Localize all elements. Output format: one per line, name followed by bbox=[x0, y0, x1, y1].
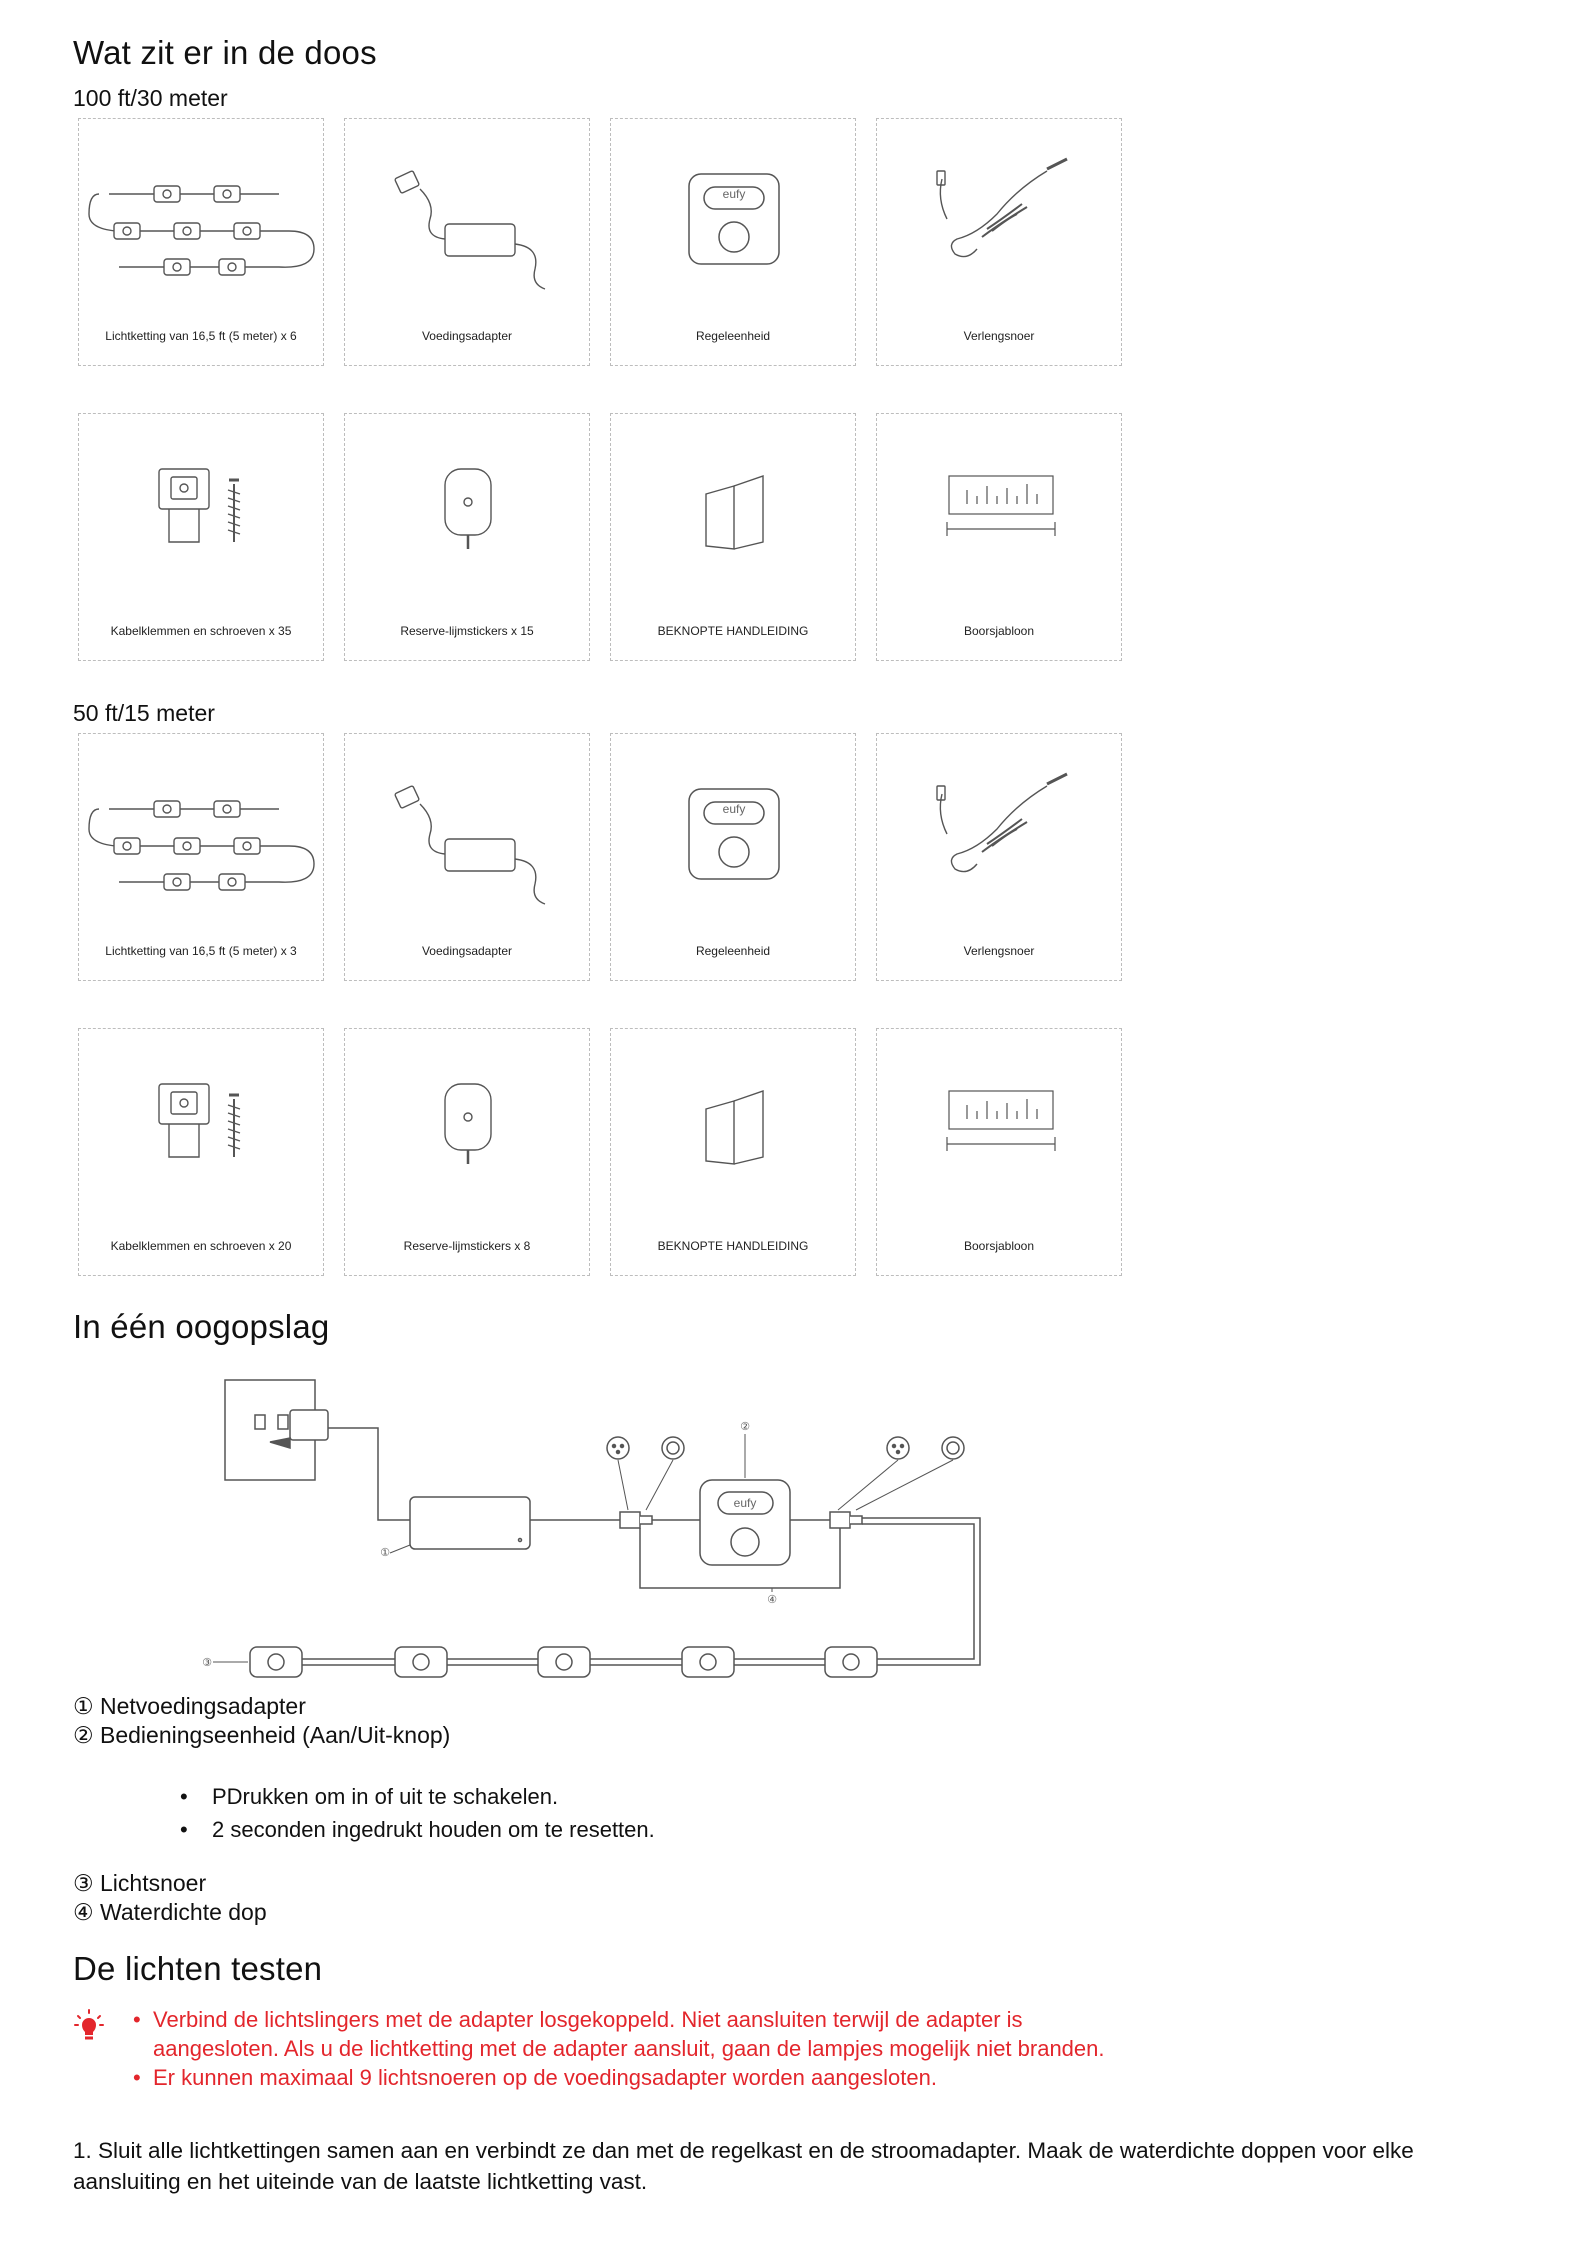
item-caption: Verlengsnoer bbox=[963, 944, 1035, 958]
light-cable bbox=[850, 1518, 980, 1665]
light-bulb-icon bbox=[250, 1647, 877, 1677]
warning-notes bbox=[133, 2005, 1153, 2092]
power-adapter-icon bbox=[345, 119, 591, 319]
bullet-item: • 2 seconden ingedrukt houden om te resetten. bbox=[180, 1813, 655, 1846]
item-cable-clips bbox=[78, 1028, 324, 1276]
item-caption: Verlengsnoer bbox=[963, 329, 1035, 343]
eufy-logo: eufy bbox=[722, 187, 746, 201]
drill-template-icon bbox=[877, 1029, 1123, 1229]
item-caption: Voedingsadapter bbox=[421, 944, 513, 958]
control-box-icon bbox=[611, 119, 857, 319]
marker-4: ④ bbox=[767, 1593, 777, 1606]
item-extension-cord bbox=[876, 733, 1122, 981]
control-box-icon bbox=[700, 1480, 790, 1565]
group-label-100ft: 100 ft/30 meter bbox=[73, 85, 228, 111]
lightbulb-tip-icon bbox=[74, 2008, 104, 2042]
cable-clip-screw-icon bbox=[79, 1029, 325, 1229]
control-unit-bullets bbox=[180, 1780, 655, 1846]
power-adapter-icon bbox=[410, 1497, 530, 1549]
section-title-test-lights: De lichten testen bbox=[73, 1950, 323, 1987]
extension-cord-icon bbox=[877, 734, 1123, 934]
item-quick-guide bbox=[610, 1028, 856, 1276]
item-cable-clips bbox=[78, 413, 324, 661]
legend-item-2: ② Bedieningseenheid (Aan/Uit-knop) bbox=[73, 1722, 451, 1748]
item-caption: Voedingsadapter bbox=[421, 329, 513, 343]
legend-list bbox=[73, 1692, 450, 1750]
adapter-cable bbox=[328, 1428, 410, 1520]
item-caption: BEKNOPTE HANDLEIDING bbox=[657, 624, 809, 638]
item-drill-template bbox=[876, 1028, 1122, 1276]
adhesive-sticker-icon bbox=[345, 414, 591, 614]
light-string-icon bbox=[79, 119, 325, 319]
item-caption: Kabelklemmen en schroeven x 20 bbox=[110, 1239, 292, 1253]
warning-item: • Verbind de lichtslingers met de adapter losgekoppeld. Niet aansluiten terwijl de adapter is aangesloten. Als u de lichtketting met de adapter aansluit, gaan de lampjes mogelijk niet branden. bbox=[133, 2007, 1105, 2061]
bullet-char: • bbox=[133, 2065, 141, 2090]
section-title-overview: In één oogopslag bbox=[73, 1308, 330, 1345]
quick-guide-icon bbox=[611, 1029, 857, 1229]
legend-list-2 bbox=[73, 1869, 267, 1927]
item-caption: BEKNOPTE HANDLEIDING bbox=[657, 1239, 809, 1253]
eufy-logo: eufy bbox=[733, 1496, 757, 1510]
legend-item-3: ③ Lichtsnoer bbox=[73, 1870, 207, 1896]
extension-cord-icon bbox=[877, 119, 1123, 319]
item-caption: Boorsjabloon bbox=[963, 624, 1035, 638]
item-control-box bbox=[610, 118, 856, 366]
cable-clip-screw-icon bbox=[79, 414, 325, 614]
item-caption: Reserve-lijmstickers x 15 bbox=[400, 624, 534, 638]
item-control-box bbox=[610, 733, 856, 981]
legend-item-4: ④ Waterdichte dop bbox=[73, 1899, 267, 1925]
marker-3: ③ bbox=[202, 1656, 212, 1669]
item-caption: Lichtketting van 16,5 ft (5 meter) x 6 bbox=[105, 329, 297, 343]
eufy-logo: eufy bbox=[722, 802, 746, 816]
item-caption: Kabelklemmen en schroeven x 35 bbox=[110, 624, 292, 638]
item-power-adapter bbox=[344, 733, 590, 981]
item-drill-template bbox=[876, 413, 1122, 661]
quick-guide-icon bbox=[611, 414, 857, 614]
item-caption: Lichtketting van 16,5 ft (5 meter) x 3 bbox=[105, 944, 297, 958]
light-string-icon bbox=[79, 734, 325, 934]
product-overview-diagram bbox=[190, 1370, 1020, 1680]
step-1-text: 1. Sluit alle lichtkettingen samen aan en verbindt ze dan met de regelkast en de stroomadapter. Maak de waterdichte doppen voor elke aansluiting en het uiteinde van de laatste lichtketting vast. bbox=[73, 2138, 1414, 2194]
marker-1: ① bbox=[380, 1546, 390, 1559]
item-caption: Reserve-lijmstickers x 8 bbox=[403, 1239, 531, 1253]
bullet-item: • PDrukken om in of uit te schakelen. bbox=[180, 1780, 655, 1813]
group-label-50ft: 50 ft/15 meter bbox=[73, 700, 215, 726]
item-caption: Regeleenheid bbox=[695, 329, 771, 343]
item-light-string bbox=[78, 118, 324, 366]
legend-item-1: ① Netvoedingsadapter bbox=[73, 1693, 306, 1719]
section-title-in-the-box: Wat zit er in de doos bbox=[73, 34, 377, 71]
connector-icon bbox=[620, 1512, 652, 1528]
item-caption: Regeleenheid bbox=[695, 944, 771, 958]
item-caption: Boorsjabloon bbox=[963, 1239, 1035, 1253]
marker-2: ② bbox=[740, 1420, 750, 1433]
item-power-adapter bbox=[344, 118, 590, 366]
item-extension-cord bbox=[876, 118, 1122, 366]
power-adapter-icon bbox=[345, 734, 591, 934]
connector-icon bbox=[830, 1512, 862, 1528]
control-box-icon bbox=[611, 734, 857, 934]
item-adhesive-stickers bbox=[344, 413, 590, 661]
bullet-char: • bbox=[133, 2007, 141, 2032]
adhesive-sticker-icon bbox=[345, 1029, 591, 1229]
warning-item: • Er kunnen maximaal 9 lichtsnoeren op de voedingsadapter worden aangesloten. bbox=[133, 2065, 937, 2090]
item-light-string bbox=[78, 733, 324, 981]
drill-template-icon bbox=[877, 414, 1123, 614]
item-adhesive-stickers bbox=[344, 1028, 590, 1276]
item-quick-guide bbox=[610, 413, 856, 661]
